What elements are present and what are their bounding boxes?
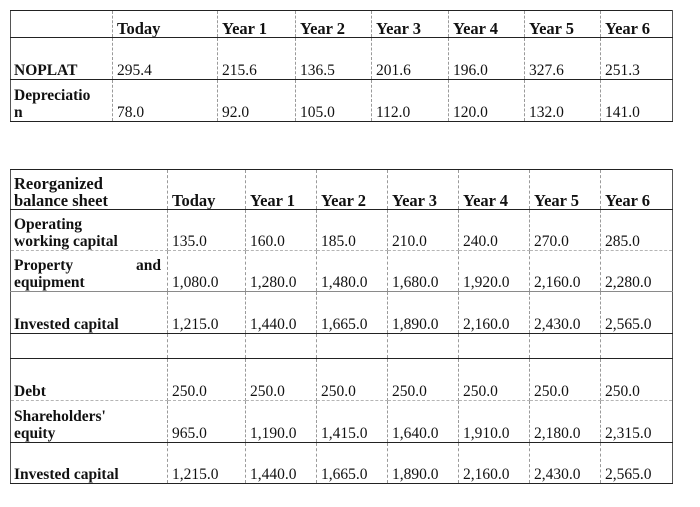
cell: 250.0 — [317, 359, 388, 401]
header-row — [11, 170, 673, 210]
cell: 1,190.0 — [246, 401, 317, 443]
cell: 2,180.0 — [530, 401, 601, 443]
header-year-6: Year 6 — [601, 11, 673, 38]
cell: 250.0 — [246, 359, 317, 401]
row-label-noplat: NOPLAT — [11, 38, 113, 80]
cell: 1,910.0 — [459, 401, 530, 443]
spacer-row — [11, 334, 673, 359]
cell: 105.0 — [296, 80, 372, 122]
cell: 251.3 — [601, 38, 673, 80]
header-year-3: Year 3 — [388, 170, 459, 210]
header-today: Today — [168, 170, 246, 210]
cell: 215.6 — [218, 38, 296, 80]
header-year-3: Year 3 — [372, 11, 449, 38]
cell: 92.0 — [218, 80, 296, 122]
header-year-1: Year 1 — [246, 170, 317, 210]
spacer-cell — [459, 334, 530, 359]
header-year-6: Year 6 — [601, 170, 673, 210]
cell: 2,160.0 — [459, 443, 530, 484]
cell: 327.6 — [525, 38, 601, 80]
cell: 112.0 — [372, 80, 449, 122]
row-label-shareholders-equity — [11, 401, 168, 443]
cell: 1,215.0 — [168, 292, 246, 334]
spacer-cell — [601, 334, 673, 359]
label-line: equity — [14, 425, 56, 442]
cell: 1,440.0 — [246, 443, 317, 484]
row-label-property-equipment — [11, 251, 168, 292]
cell: 1,665.0 — [317, 292, 388, 334]
noplat-table — [10, 10, 673, 122]
cell: 2,160.0 — [530, 251, 601, 292]
label-line: equipment — [14, 274, 85, 291]
header-year-4: Year 4 — [459, 170, 530, 210]
cell: 270.0 — [530, 210, 601, 251]
header-today: Today — [113, 11, 218, 38]
label-line: balance sheet — [14, 191, 108, 210]
label-line: working capital — [14, 233, 118, 250]
reorganized-balance-sheet-table — [10, 169, 673, 484]
table-row-depreciation — [11, 80, 673, 122]
cell: 240.0 — [459, 210, 530, 251]
spacer-cell — [530, 334, 601, 359]
cell: 250.0 — [388, 359, 459, 401]
table-row-noplat — [11, 38, 673, 80]
cell: 196.0 — [449, 38, 525, 80]
table-row-operating-working-capital — [11, 210, 673, 251]
header-year-5: Year 5 — [525, 11, 601, 38]
label-line: Shareholders' — [14, 408, 106, 425]
table-row-debt — [11, 359, 673, 401]
label-line — [14, 257, 167, 274]
cell: 1,920.0 — [459, 251, 530, 292]
cell: 1,890.0 — [388, 443, 459, 484]
label-word: and — [136, 257, 161, 274]
cell: 285.0 — [601, 210, 673, 251]
table-row-property-equipment — [11, 251, 673, 292]
row-label-invested-capital: Invested capital — [11, 443, 168, 484]
table-row-shareholders-equity — [11, 401, 673, 443]
cell: 132.0 — [525, 80, 601, 122]
cell: 250.0 — [168, 359, 246, 401]
cell: 1,440.0 — [246, 292, 317, 334]
cell: 120.0 — [449, 80, 525, 122]
spacer-cell — [317, 334, 388, 359]
header-blank — [11, 11, 113, 38]
spacer-cell — [11, 334, 168, 359]
spacer-cell — [246, 334, 317, 359]
cell: 2,315.0 — [601, 401, 673, 443]
cell: 78.0 — [113, 80, 218, 122]
cell: 136.5 — [296, 38, 372, 80]
table-row-invested-capital — [11, 292, 673, 334]
cell: 135.0 — [168, 210, 246, 251]
cell: 2,160.0 — [459, 292, 530, 334]
label-line: Reorganized — [14, 174, 103, 193]
row-label-debt: Debt — [11, 359, 168, 401]
cell: 1,280.0 — [246, 251, 317, 292]
cell: 210.0 — [388, 210, 459, 251]
cell: 2,565.0 — [601, 443, 673, 484]
cell: 1,680.0 — [388, 251, 459, 292]
header-year-1: Year 1 — [218, 11, 296, 38]
cell: 2,430.0 — [530, 292, 601, 334]
cell: 2,430.0 — [530, 443, 601, 484]
cell: 1,480.0 — [317, 251, 388, 292]
cell: 965.0 — [168, 401, 246, 443]
spacer-cell — [388, 334, 459, 359]
header-year-2: Year 2 — [317, 170, 388, 210]
cell: 141.0 — [601, 80, 673, 122]
header-year-2: Year 2 — [296, 11, 372, 38]
header-row — [11, 11, 673, 38]
cell: 185.0 — [317, 210, 388, 251]
cell: 2,280.0 — [601, 251, 673, 292]
header-label — [11, 170, 168, 210]
cell: 250.0 — [530, 359, 601, 401]
cell: 1,415.0 — [317, 401, 388, 443]
row-label-operating-working-capital — [11, 210, 168, 251]
cell: 250.0 — [459, 359, 530, 401]
cell: 1,080.0 — [168, 251, 246, 292]
label-word: Property — [14, 257, 74, 274]
cell: 2,565.0 — [601, 292, 673, 334]
cell: 250.0 — [601, 359, 673, 401]
label-line: n — [14, 104, 23, 121]
header-year-4: Year 4 — [449, 11, 525, 38]
label-line: Depreciatio — [14, 87, 91, 104]
cell: 1,665.0 — [317, 443, 388, 484]
cell: 1,215.0 — [168, 443, 246, 484]
label-line: Operating — [14, 216, 83, 233]
row-label-invested-capital: Invested capital — [11, 292, 168, 334]
header-year-5: Year 5 — [530, 170, 601, 210]
cell: 1,640.0 — [388, 401, 459, 443]
cell: 1,890.0 — [388, 292, 459, 334]
row-label-depreciation — [11, 80, 113, 122]
spacer-cell — [168, 334, 246, 359]
cell: 160.0 — [246, 210, 317, 251]
cell: 295.4 — [113, 38, 218, 80]
table-row-invested-capital-total — [11, 443, 673, 484]
cell: 201.6 — [372, 38, 449, 80]
